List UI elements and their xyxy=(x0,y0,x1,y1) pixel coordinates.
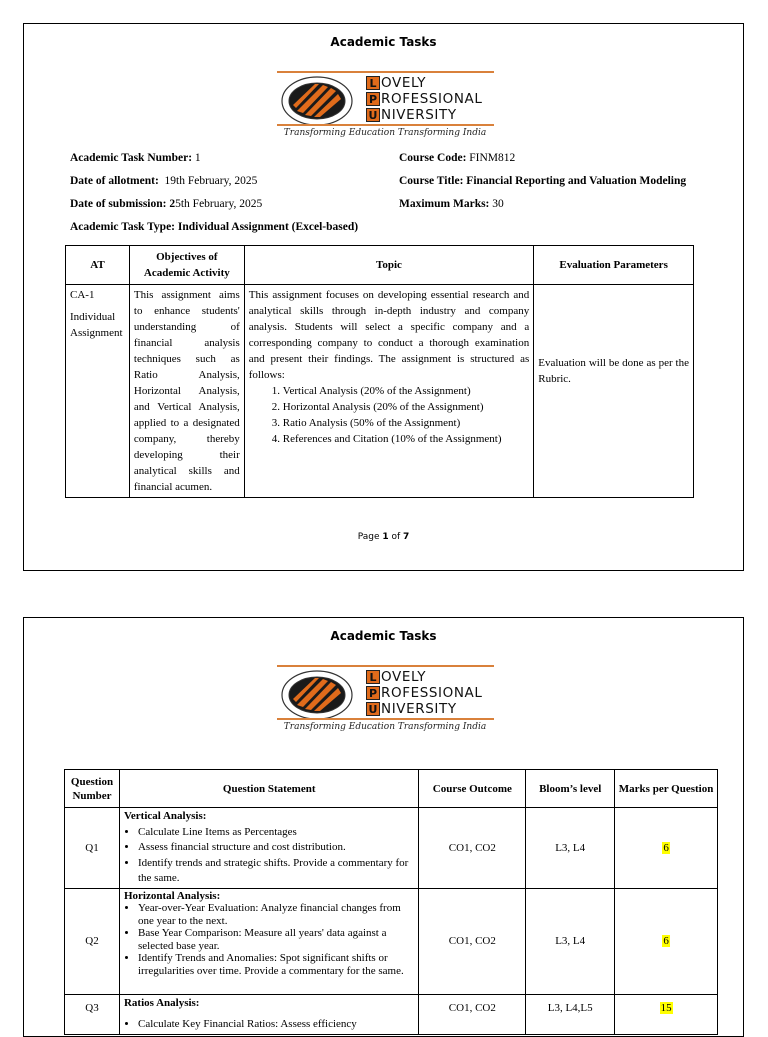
topic-list xyxy=(249,383,529,447)
list-item: 4. References and Citation (10% of the Assignment) xyxy=(283,431,529,447)
logo-tagline: Transforming Education Transforming India xyxy=(283,128,487,138)
logo-line-professional xyxy=(366,91,483,106)
topic-cell xyxy=(244,285,533,498)
logo-word: NIVERSITY xyxy=(381,700,457,717)
list-item: • Identify trends and strategic shifts. Provide a commentary for the same. xyxy=(138,856,414,887)
question-bullets xyxy=(124,825,414,887)
list-item: • Identify Trends and Anomalies: Spot significant shifts or irregularities over time. Provide a commentary for the same. xyxy=(138,952,414,977)
list-item: • Base Year Comparison: Measure all years' data against a selected base year. xyxy=(138,927,414,952)
logo-word: OVELY xyxy=(381,74,427,91)
blooms-level: L3, L4 xyxy=(526,888,615,994)
university-logo xyxy=(274,69,499,144)
table-row xyxy=(66,285,694,498)
at-code: CA-1 xyxy=(70,289,95,301)
logo-letter-box: L xyxy=(366,76,380,90)
at-type: Individual Assignment xyxy=(70,311,123,339)
logo-word: ROFESSIONAL xyxy=(381,684,483,701)
maximum-marks: Maximum Marks: 30 xyxy=(399,198,504,210)
at-cell xyxy=(66,285,130,498)
logo-tagline: Transforming Education Transforming India xyxy=(283,722,487,732)
marks-value: 6 xyxy=(663,935,669,947)
page-header-title: Academic Tasks xyxy=(330,629,437,643)
page-number: Page 1 of 7 xyxy=(357,532,410,542)
evaluation-cell xyxy=(534,285,694,498)
university-logo xyxy=(274,663,499,738)
document-page-2 xyxy=(23,617,744,1037)
question-title: Horizontal Analysis: xyxy=(123,889,221,902)
logo-top-rule xyxy=(277,71,494,73)
marks-cell xyxy=(615,994,718,1034)
submission-date: Date of submission: 25th February, 2025 xyxy=(70,198,263,210)
page-header-title: Academic Tasks xyxy=(330,35,437,49)
topic-intro: This assignment focuses on developing essential research and analytical skills through in-depth industry and company analysis. Students will select a specific company and a corresponding company to conduct a thorough examination and present their findings. The assignment is structured as follows: xyxy=(248,289,530,381)
university-seal-icon xyxy=(279,669,355,721)
logo-line-university xyxy=(366,701,457,716)
marks-cell xyxy=(615,888,718,994)
question-statement xyxy=(119,888,418,994)
header-at: AT xyxy=(66,246,130,285)
list-item: 1. Vertical Analysis (20% of the Assignment) xyxy=(283,383,529,399)
header-topic: Topic xyxy=(244,246,533,285)
question-statement xyxy=(119,808,418,889)
course-outcome: CO1, CO2 xyxy=(419,808,526,889)
table-row xyxy=(65,994,718,1034)
marks-value: 15 xyxy=(660,1001,672,1014)
header-question-number: Question Number xyxy=(65,770,120,808)
header-evaluation: Evaluation Parameters xyxy=(534,246,694,285)
list-item: • Calculate Key Financial Ratios: Assess efficiency xyxy=(138,1017,414,1032)
allotment-date: Date of allotment: 19th February, 2025 xyxy=(70,175,258,187)
blooms-level: L3, L4,L5 xyxy=(526,994,615,1034)
academic-task-table xyxy=(65,245,694,498)
logo-word: ROFESSIONAL xyxy=(381,90,483,107)
logo-word: NIVERSITY xyxy=(381,106,457,123)
table-header-row xyxy=(65,770,718,808)
logo-line-lovely xyxy=(366,669,426,684)
logo-top-rule xyxy=(277,665,494,667)
logo-letter-box: U xyxy=(366,108,380,122)
question-number: Q3 xyxy=(65,994,120,1034)
header-question-statement: Question Statement xyxy=(119,770,418,808)
list-item: • Year-over-Year Evaluation: Analyze financial changes from one year to the next. xyxy=(138,902,414,927)
question-title: Vertical Analysis: xyxy=(123,810,207,822)
list-item: • Assess financial structure and cost distribution. xyxy=(138,840,414,856)
logo-letter-box: L xyxy=(366,670,380,684)
header-objectives: Objectives of Academic Activity xyxy=(129,246,244,285)
task-type: Academic Task Type: Individual Assignment (Excel-based) xyxy=(70,221,359,233)
logo-bottom-rule xyxy=(277,718,494,720)
table-row xyxy=(65,808,718,889)
course-outcome: CO1, CO2 xyxy=(419,888,526,994)
logo-line-university xyxy=(366,107,457,122)
logo-letter-box: P xyxy=(366,686,380,700)
marks-cell xyxy=(615,808,718,889)
marks-value: 6 xyxy=(663,841,669,854)
logo-word: OVELY xyxy=(381,668,427,685)
header-marks: Marks per Question xyxy=(615,770,718,808)
course-code: Course Code: FINM812 xyxy=(399,152,516,164)
objective-cell: This assignment aims to enhance students' understanding of financial analysis techniques such as Ratio Analysis, Horizontal Analysis, and Vertical Analysis, applied to a designated company, thereby developing their analytical skills and financial acumen. xyxy=(129,285,244,498)
question-title: Ratios Analysis: xyxy=(123,996,200,1009)
table-header-row xyxy=(66,246,694,285)
question-number: Q1 xyxy=(65,808,120,889)
list-item: • Calculate Line Items as Percentages xyxy=(138,825,414,841)
blooms-level: L3, L4 xyxy=(526,808,615,889)
task-number: Academic Task Number: 1 xyxy=(70,152,201,164)
document-page-1 xyxy=(23,23,744,571)
question-number: Q2 xyxy=(65,888,120,994)
question-bullets xyxy=(124,902,414,977)
logo-bottom-rule xyxy=(277,124,494,126)
course-title: Course Title: Financial Reporting and Valuation Modeling xyxy=(399,175,687,187)
table-row xyxy=(65,888,718,994)
question-statement xyxy=(119,994,418,1034)
header-blooms-level: Bloom’s level xyxy=(526,770,615,808)
evaluation-text: Evaluation will be done as per the Rubric. xyxy=(538,357,689,385)
logo-line-lovely xyxy=(366,75,426,90)
question-bullets xyxy=(124,1017,414,1032)
question-table xyxy=(64,769,718,1035)
course-outcome: CO1, CO2 xyxy=(419,994,526,1034)
list-item: 2. Horizontal Analysis (20% of the Assignment) xyxy=(283,399,529,415)
header-course-outcome: Course Outcome xyxy=(419,770,526,808)
logo-letter-box: U xyxy=(366,702,380,716)
logo-letter-box: P xyxy=(366,92,380,106)
university-seal-icon xyxy=(279,75,355,127)
list-item: 3. Ratio Analysis (50% of the Assignment) xyxy=(283,415,529,431)
logo-line-professional xyxy=(366,685,483,700)
